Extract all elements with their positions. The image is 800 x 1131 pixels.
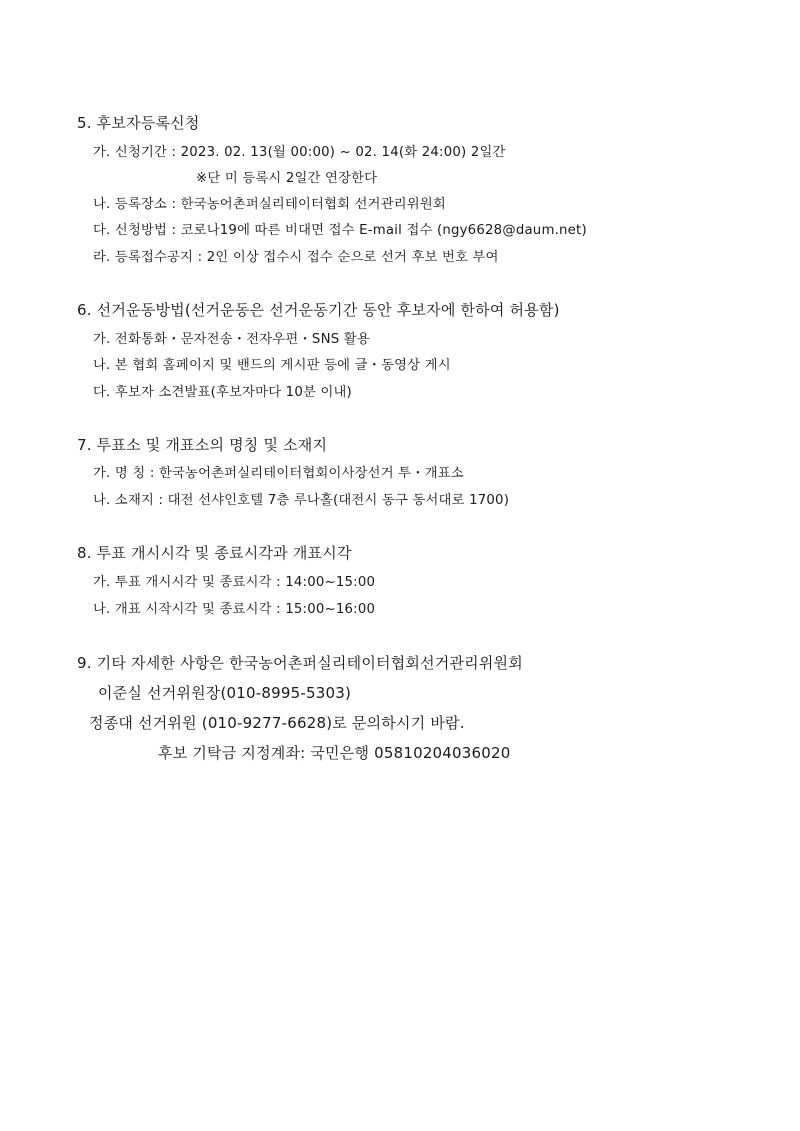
- section-5-item-notice: 라. 등록접수공지 : 2인 이상 접수시 접수 순으로 선거 후보 번호 부여: [93, 250, 499, 265]
- section-5-item-period: 가. 신청기간 : 2023. 02. 13(월 00:00) ~ 02. 14(화 24:00) 2일간: [93, 145, 506, 160]
- section-8-item-voting-time: 가. 투표 개시시각 및 종료시각 : 14:00~15:00: [93, 575, 376, 590]
- section-9-contact-member: 정종대 선거위원 (010-9277-6628)로 문의하시기 바람.: [89, 714, 465, 732]
- section-8-heading: 8. 투표 개시시각 및 종료시각과 개표시각: [77, 544, 352, 562]
- section-7-heading: 7. 투표소 및 개표소의 명칭 및 소재지: [77, 436, 328, 454]
- section-9-deposit-account: 후보 기탁금 지정계좌: 국민은행 05810204036020: [158, 744, 511, 762]
- section-6-heading: 6. 선거운동방법(선거운동은 선거운동기간 동안 후보자에 한하여 허용함): [77, 301, 560, 319]
- section-6-item-phone: 가. 전화통화・문자전송・전자우편・SNS 활용: [93, 332, 370, 347]
- section-5-heading: 5. 후보자등록신청: [77, 114, 200, 132]
- section-9-heading: 9. 기타 자세한 사항은 한국농어촌퍼실리테이터협회선거관리위원회: [77, 654, 523, 672]
- section-5-item-method: 다. 신청방법 : 코로나19에 따른 비대면 접수 E-mail 접수 (ngy6628@daum.net): [93, 223, 587, 238]
- section-7-item-name: 가. 명 칭 : 한국농어촌퍼실리테이터협회이사장선거 투・개표소: [93, 466, 464, 481]
- section-6-item-homepage: 나. 본 협회 홈페이지 및 밴드의 게시판 등에 글・동영상 게시: [93, 358, 451, 373]
- section-8-item-counting-time: 나. 개표 시작시각 및 종료시각 : 15:00~16:00: [93, 602, 376, 617]
- section-5-item-note: ※단 미 등록시 2일간 연장한다: [196, 171, 378, 186]
- section-5-item-place: 나. 등록장소 : 한국농어촌퍼실리테이터협회 선거관리위원회: [93, 197, 446, 212]
- section-7-item-location: 나. 소재지 : 대전 선샤인호텔 7층 루나홀(대전시 동구 동서대로 1700): [93, 493, 510, 508]
- section-9-contact-chair: 이준실 선거위원장(010-8995-5303): [98, 684, 351, 702]
- section-6-item-speech: 다. 후보자 소견발표(후보자마다 10분 이내): [93, 385, 352, 400]
